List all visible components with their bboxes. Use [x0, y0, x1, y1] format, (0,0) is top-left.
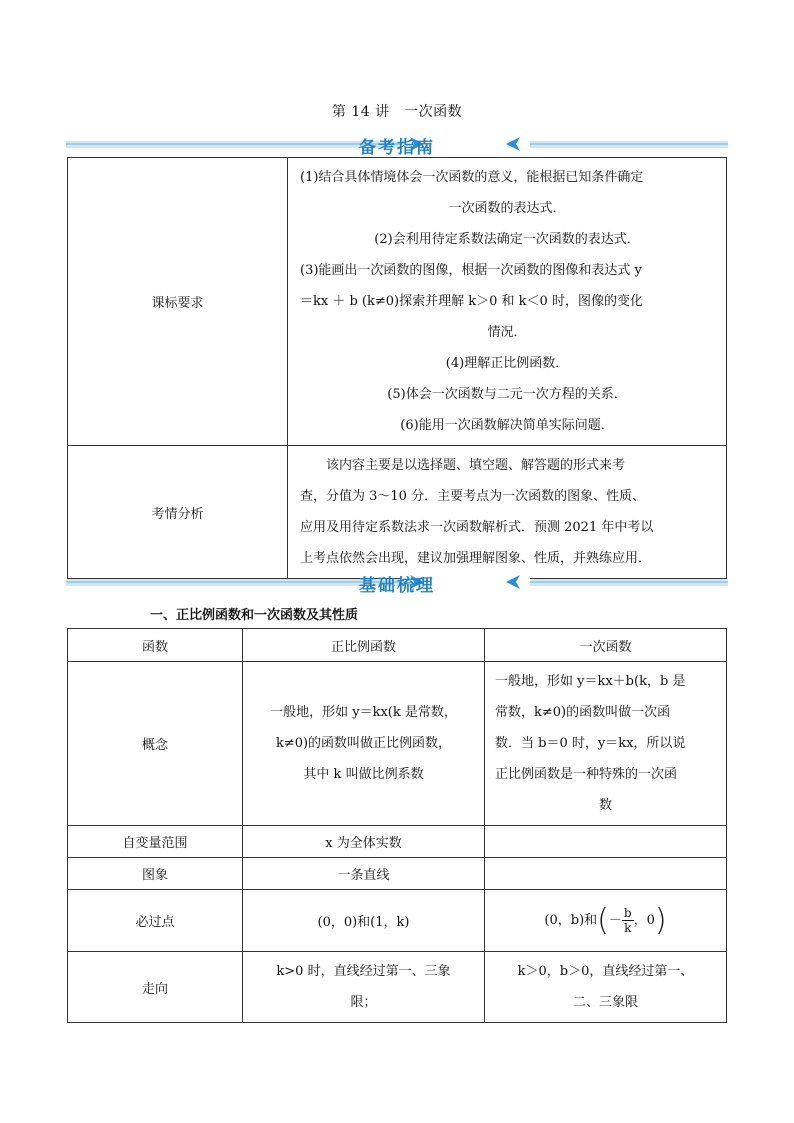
concept-proportional: [243, 662, 485, 826]
right-paren-glyph: ): [654, 903, 667, 938]
row-label-concept: 概念: [68, 662, 243, 826]
text-line: 情况．: [487, 325, 527, 340]
fraction-numerator: b: [623, 906, 632, 920]
text-line: 其中 k 叫做比例系数: [303, 767, 424, 782]
text-line: k>0 时，直线经过第一、三象: [276, 964, 451, 979]
banner-basics: [0, 570, 794, 594]
fraction: [622, 906, 634, 935]
text-line: 该内容主要是以选择题、填空题、解答题的形式来考: [326, 458, 626, 473]
text-line: 常数，k≠0)的函数叫做一次函: [495, 705, 671, 720]
text-line: 限；: [350, 995, 377, 1010]
table-row: [68, 858, 727, 890]
banner-title: 备考指南: [359, 138, 435, 158]
text-line: (3)能画出一次函数的图像，根据一次函数的图像和表达式 y: [300, 263, 642, 278]
text-line: 数．当 b＝0 时，y＝kx，所以说: [495, 736, 686, 751]
header-linear: 一次函数: [485, 629, 727, 662]
fraction-denominator: k: [624, 921, 632, 935]
text-line: 二、三象限: [572, 995, 638, 1010]
page-title: 第 14 讲 一次函数: [331, 104, 463, 120]
text-line: 一般地，形如 y＝kx(k 是常数，: [270, 705, 457, 720]
text-line: (1)结合具体情境体会一次函数的意义，能根据已知条件确定: [300, 170, 644, 185]
minus-sign: －: [608, 913, 622, 928]
row-label-fixed-point: 必过点: [68, 890, 243, 952]
function-table: [67, 628, 727, 1023]
text-line: 应用及用待定系数法求一次函数解析式．预测 2021 年中考以: [300, 520, 654, 535]
row-label-graph: 图象: [68, 858, 243, 890]
point-suffix: ，0: [633, 913, 655, 928]
row-label-trend: 走向: [68, 952, 243, 1023]
left-paren-glyph: (: [597, 903, 609, 938]
text-line: (2)会利用待定系数法确定一次函数的表达式．: [374, 232, 640, 247]
text-line: 查，分值为 3～10 分．主要考点为一次函数的图象、性质、: [300, 489, 646, 504]
table-row: [68, 826, 727, 858]
text-line: ＝kx ＋ b (k≠0)探索并理解 k＞0 和 k＜0 时，图像的变化: [300, 294, 643, 309]
trend-linear: [485, 952, 727, 1023]
text-line: 上考点依然会出现，建议加强理解图象、性质，并熟练应用．: [300, 551, 652, 566]
guide-standard-content: [288, 158, 727, 446]
table-row: [68, 890, 727, 952]
graph-linear: [485, 858, 727, 890]
guide-table: [67, 157, 727, 579]
guide-label-analysis: 考情分析: [68, 446, 288, 579]
text-line: (4)理解正比例函数．: [445, 356, 569, 371]
row-label-domain: 自变量范围: [68, 826, 243, 858]
domain-proportional: x 为全体实数: [243, 826, 485, 858]
banner-title: 基础梳理: [359, 576, 435, 596]
text-line: k≠0)的函数叫做正比例函数，: [275, 736, 452, 751]
domain-linear: [485, 826, 727, 858]
table-row: [68, 446, 727, 579]
fixed-point-proportional: (0，0)和(1，k): [243, 890, 485, 952]
text-line: 数: [598, 798, 612, 813]
text-line: (5)体会一次函数与二元一次方程的关系．: [387, 387, 627, 402]
text-line: 正比例函数是一种特殊的一次函: [495, 767, 678, 782]
concept-linear: [485, 662, 727, 826]
point-prefix: (0，b)和: [544, 913, 598, 928]
section-heading: 一、正比例函数和一次函数及其性质: [150, 608, 359, 623]
trend-proportional: [243, 952, 485, 1023]
guide-analysis-content: [288, 446, 727, 579]
graph-proportional: 一条直线: [243, 858, 485, 890]
table-row: [68, 662, 727, 826]
table-header-row: [68, 629, 727, 662]
header-proportional: 正比例函数: [243, 629, 485, 662]
text-line: k＞0，b＞0，直线经过第一、: [517, 964, 694, 979]
text-line: (6)能用一次函数解决简单实际问题．: [400, 418, 614, 433]
guide-label-standard: 课标要求: [68, 158, 288, 446]
fixed-point-linear: [485, 890, 727, 952]
table-row: [68, 158, 727, 446]
table-row: [68, 952, 727, 1023]
text-line: 一次函数的表达式．: [448, 201, 566, 216]
header-function: 函数: [68, 629, 243, 662]
text-line: 一般地，形如 y＝kx＋b(k，b 是: [495, 674, 686, 689]
banner-guide: [0, 132, 794, 156]
